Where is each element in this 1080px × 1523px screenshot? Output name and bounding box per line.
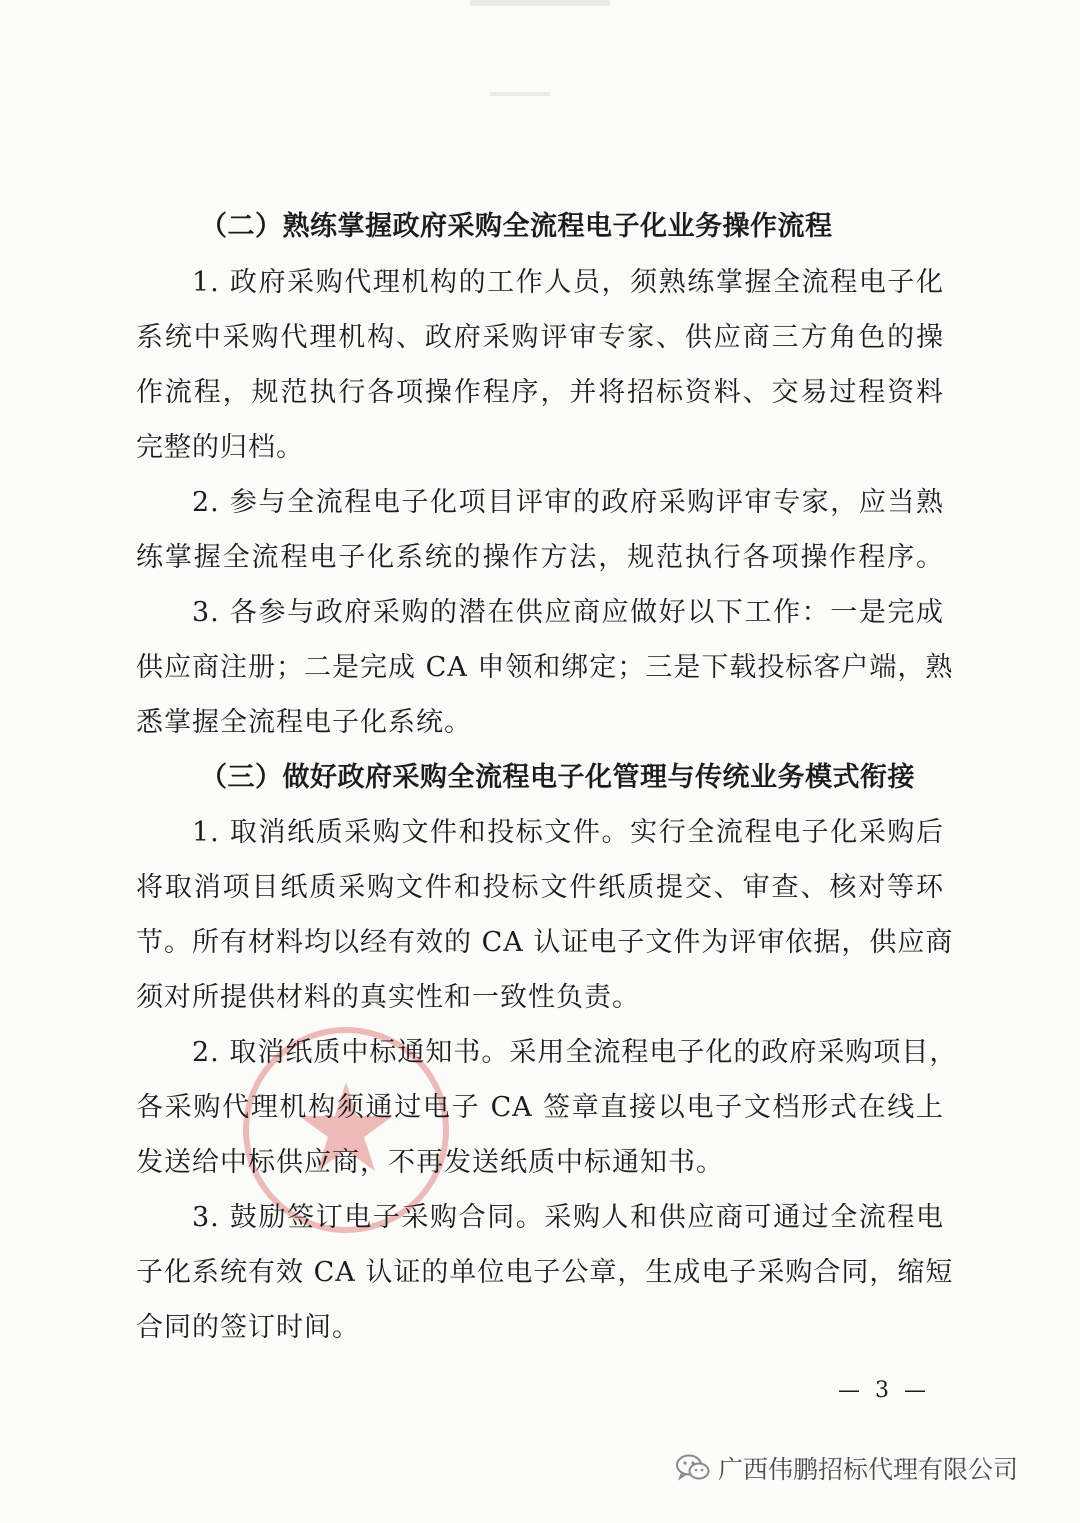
- body-line: 1. 取消纸质采购文件和投标文件。实行全流程电子化采购后: [192, 817, 944, 848]
- body-line: 节。所有材料均以经有效的 CA 认证电子文件为评审依据，供应商: [136, 927, 954, 958]
- body-line: 完整的归档。: [136, 432, 304, 463]
- body-line: 3. 鼓励签订电子采购合同。采购人和供应商可通过全流程电: [192, 1202, 944, 1233]
- page-number: — 3 —: [838, 1378, 930, 1403]
- body-line: 各采购代理机构须通过电子 CA 签章直接以电子文档形式在线上: [136, 1092, 944, 1123]
- body-line: 3. 各参与政府采购的潜在供应商应做好以下工作：一是完成: [192, 597, 944, 628]
- body-line: 练掌握全流程电子化系统的操作方法，规范执行各项操作程序。: [136, 542, 944, 573]
- body-line: 系统中采购代理机构、政府采购评审专家、供应商三方角色的操: [136, 322, 944, 353]
- body-line: 发送给中标供应商，不再发送纸质中标通知书。: [136, 1147, 724, 1178]
- scan-smudge: [470, 0, 610, 6]
- body-line: 1. 政府采购代理机构的工作人员，须熟练掌握全流程电子化: [192, 267, 944, 298]
- body-line: 2. 取消纸质中标通知书。采用全流程电子化的政府采购项目，: [192, 1037, 958, 1068]
- body-line: 供应商注册；二是完成 CA 申领和绑定；三是下载投标客户端，熟: [136, 652, 954, 683]
- wechat-icon: [676, 1454, 710, 1482]
- body-line: 作流程，规范执行各项操作程序，并将招标资料、交易过程资料: [136, 377, 944, 408]
- body-line: 悉掌握全流程电子化系统。: [136, 707, 472, 738]
- body-line: 合同的签订时间。: [136, 1312, 360, 1343]
- scan-smudge: [490, 92, 550, 96]
- body-line: 须对所提供材料的真实性和一致性负责。: [136, 982, 640, 1013]
- body-line: 将取消项目纸质采购文件和投标文件纸质提交、审查、核对等环: [136, 872, 944, 903]
- section-heading: （三）做好政府采购全流程电子化管理与传统业务模式衔接: [200, 762, 915, 793]
- watermark-text: 广西伟鹏招标代理有限公司: [718, 1455, 1019, 1484]
- body-line: 2. 参与全流程电子化项目评审的政府采购评审专家，应当熟: [192, 487, 944, 518]
- section-heading: （二）熟练掌握政府采购全流程电子化业务操作流程: [200, 211, 833, 242]
- watermark: [676, 1450, 1018, 1486]
- body-line: 子化系统有效 CA 认证的单位电子公章，生成电子采购合同，缩短: [136, 1257, 954, 1288]
